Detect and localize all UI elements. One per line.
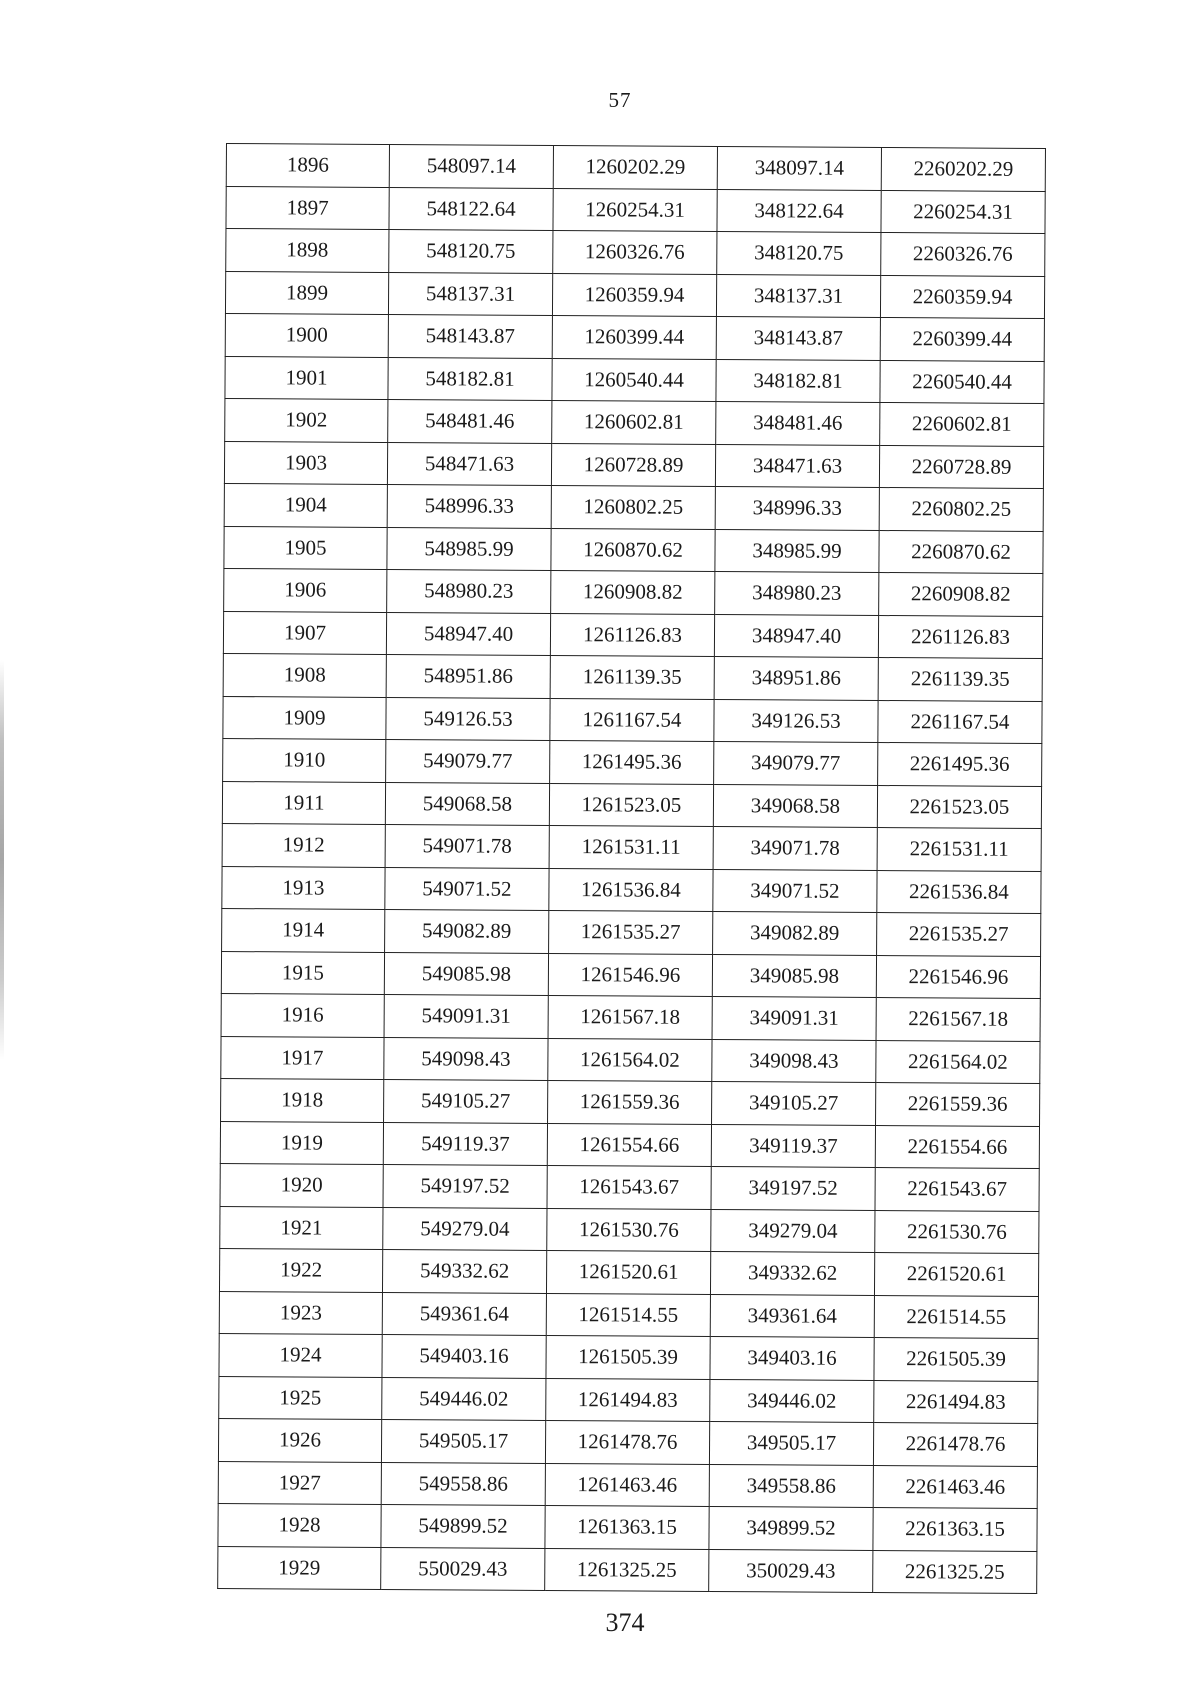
year-cell: 1906 <box>224 568 387 611</box>
value-cell-1: 550029.43 <box>381 1547 545 1591</box>
value-cell-1: 549126.53 <box>386 697 550 741</box>
value-cell-1: 549085.98 <box>384 952 548 996</box>
value-cell-3: 349361.64 <box>710 1294 874 1338</box>
year-cell: 1904 <box>224 483 387 526</box>
year-cell: 1910 <box>223 738 386 781</box>
table-row <box>221 1036 1040 1084</box>
value-cell-3: 350029.43 <box>709 1549 873 1593</box>
value-cell-1: 548481.46 <box>388 399 552 443</box>
table-row <box>218 1418 1037 1466</box>
value-cell-2: 1261567.18 <box>548 995 712 1039</box>
year-cell: 1899 <box>225 271 388 314</box>
table-row <box>224 568 1043 616</box>
table-row <box>223 653 1042 701</box>
value-cell-1: 548980.23 <box>387 569 551 613</box>
value-cell-3: 349558.86 <box>709 1464 873 1508</box>
year-cell: 1914 <box>222 908 385 951</box>
value-cell-2: 1261463.46 <box>545 1463 709 1507</box>
value-cell-2: 1261530.76 <box>547 1208 711 1252</box>
page-number-top: 57 <box>608 88 632 112</box>
value-cell-2: 1261546.96 <box>548 953 712 997</box>
table-row <box>225 313 1044 361</box>
table-row <box>220 1163 1039 1211</box>
value-cell-3: 349071.78 <box>713 826 877 870</box>
value-cell-1: 548143.87 <box>388 314 552 358</box>
value-cell-1: 548985.99 <box>387 527 551 571</box>
table-row <box>219 1376 1038 1424</box>
year-cell: 1922 <box>219 1248 382 1291</box>
page-number-bottom: 374 <box>605 1608 645 1637</box>
value-cell-1: 548120.75 <box>389 229 553 273</box>
table-row <box>219 1248 1038 1296</box>
value-cell-4: 2260908.82 <box>879 572 1043 616</box>
table-row <box>224 441 1043 489</box>
value-cell-1: 549105.27 <box>384 1079 548 1123</box>
value-cell-3: 349197.52 <box>711 1166 875 1210</box>
value-cell-3: 349119.37 <box>711 1124 875 1168</box>
value-cell-2: 1261514.55 <box>546 1293 710 1337</box>
value-cell-2: 1261167.54 <box>550 698 714 742</box>
value-cell-4: 2261564.02 <box>876 1040 1040 1084</box>
value-cell-2: 1260602.81 <box>552 400 716 444</box>
table-row <box>226 144 1045 192</box>
value-cell-1: 549091.31 <box>384 994 548 1038</box>
table-row <box>219 1333 1038 1381</box>
table-row <box>223 738 1042 786</box>
year-cell: 1901 <box>225 356 388 399</box>
value-cell-2: 1260399.44 <box>552 315 716 359</box>
value-cell-2: 1261535.27 <box>549 910 713 954</box>
value-cell-4: 2261325.25 <box>873 1550 1037 1594</box>
year-cell: 1913 <box>222 866 385 909</box>
year-cell: 1903 <box>224 441 387 484</box>
value-cell-2: 1261495.36 <box>550 740 714 784</box>
value-cell-4: 2261523.05 <box>877 785 1041 829</box>
table-row <box>225 356 1044 404</box>
value-cell-3: 348122.64 <box>717 189 881 233</box>
value-cell-4: 2261543.67 <box>875 1167 1039 1211</box>
year-cell: 1905 <box>224 526 387 569</box>
value-cell-4: 2261139.35 <box>878 657 1042 701</box>
table-row <box>222 781 1041 829</box>
value-cell-1: 548996.33 <box>387 484 551 528</box>
value-cell-4: 2261559.36 <box>876 1082 1040 1126</box>
value-cell-1: 548122.64 <box>389 187 553 231</box>
table-row <box>220 1121 1039 1169</box>
table-row <box>219 1291 1038 1339</box>
value-cell-4: 2260359.94 <box>880 275 1044 319</box>
year-cell: 1925 <box>219 1376 382 1419</box>
value-cell-3: 348143.87 <box>716 316 880 360</box>
value-cell-3: 348985.99 <box>715 529 879 573</box>
value-cell-2: 1260254.31 <box>553 188 717 232</box>
year-cell: 1896 <box>226 144 389 187</box>
year-cell: 1929 <box>218 1546 381 1589</box>
value-cell-1: 549098.43 <box>384 1037 548 1081</box>
value-cell-4: 2260870.62 <box>879 530 1043 574</box>
value-cell-4: 2261495.36 <box>878 742 1042 786</box>
year-cell: 1918 <box>221 1078 384 1121</box>
value-cell-2: 1261564.02 <box>548 1038 712 1082</box>
table-row <box>218 1503 1037 1551</box>
table-row <box>222 866 1041 914</box>
year-cell: 1900 <box>225 313 388 356</box>
table-row <box>221 951 1040 999</box>
value-cell-2: 1260870.62 <box>551 528 715 572</box>
value-cell-1: 549279.04 <box>383 1207 547 1251</box>
value-cell-1: 548182.81 <box>388 357 552 401</box>
value-cell-3: 348182.81 <box>716 359 880 403</box>
value-cell-3: 348097.14 <box>717 147 881 191</box>
value-cell-4: 2261554.66 <box>875 1125 1039 1169</box>
value-cell-3: 349505.17 <box>709 1421 873 1465</box>
value-cell-2: 1261531.11 <box>549 825 713 869</box>
value-cell-1: 549082.89 <box>385 909 549 953</box>
year-cell: 1924 <box>219 1333 382 1376</box>
value-cell-4: 2261463.46 <box>873 1465 1037 1509</box>
year-cell: 1917 <box>221 1036 384 1079</box>
value-cell-3: 349068.58 <box>713 784 877 828</box>
value-cell-4: 2261546.96 <box>876 955 1040 999</box>
year-cell: 1919 <box>220 1121 383 1164</box>
value-cell-2: 1261126.83 <box>550 613 714 657</box>
scan-edge-shadow <box>0 660 4 1060</box>
value-cell-1: 548951.86 <box>386 654 550 698</box>
value-cell-4: 2260254.31 <box>881 190 1045 234</box>
value-cell-4: 2260399.44 <box>880 318 1044 362</box>
value-cell-1: 548097.14 <box>389 144 553 188</box>
value-cell-3: 348481.46 <box>716 401 880 445</box>
year-cell: 1902 <box>225 398 388 441</box>
value-cell-3: 348947.40 <box>714 614 878 658</box>
year-cell: 1897 <box>226 186 389 229</box>
value-cell-2: 1261559.36 <box>548 1080 712 1124</box>
value-cell-2: 1261543.67 <box>547 1165 711 1209</box>
value-cell-2: 1260802.25 <box>551 485 715 529</box>
value-cell-1: 549079.77 <box>386 739 550 783</box>
table-row <box>218 1461 1037 1509</box>
value-cell-2: 1260359.94 <box>552 273 716 317</box>
year-cell: 1907 <box>223 611 386 654</box>
value-cell-2: 1260202.29 <box>553 146 717 190</box>
table-row <box>224 526 1043 574</box>
value-cell-3: 349091.31 <box>712 996 876 1040</box>
value-cell-4: 2261536.84 <box>877 870 1041 914</box>
value-cell-3: 348137.31 <box>716 274 880 318</box>
table-row <box>222 823 1041 871</box>
table-row <box>220 1206 1039 1254</box>
table-row <box>224 483 1043 531</box>
value-cell-4: 2261363.15 <box>873 1507 1037 1551</box>
value-cell-4: 2261514.55 <box>874 1295 1038 1339</box>
value-cell-3: 349126.53 <box>714 699 878 743</box>
table-row <box>218 1546 1037 1594</box>
value-cell-4: 2261494.83 <box>874 1380 1038 1424</box>
value-cell-1: 549119.37 <box>383 1122 547 1166</box>
value-cell-2: 1260540.44 <box>552 358 716 402</box>
value-cell-3: 349403.16 <box>710 1336 874 1380</box>
value-cell-1: 548471.63 <box>387 442 551 486</box>
data-table <box>217 143 1046 1594</box>
value-cell-3: 349899.52 <box>709 1506 873 1550</box>
value-cell-4: 2260540.44 <box>880 360 1044 404</box>
year-cell: 1927 <box>218 1461 381 1504</box>
year-cell: 1912 <box>222 823 385 866</box>
value-cell-2: 1261363.15 <box>545 1505 709 1549</box>
table-row <box>226 229 1045 277</box>
value-cell-4: 2260602.81 <box>880 402 1044 446</box>
year-cell: 1916 <box>221 993 384 1036</box>
value-cell-2: 1261139.35 <box>550 655 714 699</box>
value-cell-1: 549403.16 <box>382 1334 546 1378</box>
value-cell-4: 2260728.89 <box>879 445 1043 489</box>
table-row <box>225 398 1044 446</box>
value-cell-4: 2261530.76 <box>875 1210 1039 1254</box>
value-cell-2: 1260326.76 <box>553 230 717 274</box>
value-cell-3: 348951.86 <box>714 656 878 700</box>
year-cell: 1926 <box>218 1418 381 1461</box>
value-cell-2: 1261478.76 <box>545 1420 709 1464</box>
value-cell-4: 2261567.18 <box>876 997 1040 1041</box>
year-cell: 1920 <box>220 1163 383 1206</box>
value-cell-4: 2261505.39 <box>874 1337 1038 1381</box>
value-cell-4: 2261531.11 <box>877 827 1041 871</box>
value-cell-3: 348996.33 <box>715 486 879 530</box>
data-table-body <box>218 144 1046 1594</box>
value-cell-3: 348980.23 <box>715 571 879 615</box>
value-cell-4: 2261126.83 <box>878 615 1042 659</box>
value-cell-1: 549505.17 <box>381 1419 545 1463</box>
value-cell-2: 1260728.89 <box>551 443 715 487</box>
year-cell: 1911 <box>222 781 385 824</box>
year-cell: 1898 <box>226 229 389 272</box>
table-row <box>221 993 1040 1041</box>
value-cell-1: 549332.62 <box>382 1249 546 1293</box>
value-cell-2: 1261523.05 <box>549 783 713 827</box>
value-cell-2: 1261505.39 <box>546 1335 710 1379</box>
value-cell-1: 549197.52 <box>383 1164 547 1208</box>
value-cell-1: 548137.31 <box>388 272 552 316</box>
year-cell: 1923 <box>219 1291 382 1334</box>
value-cell-1: 549446.02 <box>382 1377 546 1421</box>
data-table-container <box>217 143 1042 1594</box>
value-cell-1: 549068.58 <box>385 782 549 826</box>
value-cell-3: 349082.89 <box>713 911 877 955</box>
value-cell-1: 548947.40 <box>386 612 550 656</box>
table-row <box>223 611 1042 659</box>
value-cell-4: 2261520.61 <box>874 1252 1038 1296</box>
year-cell: 1908 <box>223 653 386 696</box>
value-cell-1: 549071.78 <box>385 824 549 868</box>
year-cell: 1915 <box>221 951 384 994</box>
value-cell-3: 349446.02 <box>710 1379 874 1423</box>
table-row <box>223 696 1042 744</box>
year-cell: 1928 <box>218 1503 381 1546</box>
table-row <box>226 186 1045 234</box>
value-cell-3: 349332.62 <box>710 1251 874 1295</box>
value-cell-1: 549899.52 <box>381 1504 545 1548</box>
value-cell-4: 2261167.54 <box>878 700 1042 744</box>
value-cell-1: 549361.64 <box>382 1292 546 1336</box>
value-cell-3: 349085.98 <box>712 954 876 998</box>
table-row <box>221 1078 1040 1126</box>
value-cell-1: 549558.86 <box>381 1462 545 1506</box>
value-cell-4: 2261535.27 <box>877 912 1041 956</box>
value-cell-4: 2260802.25 <box>879 487 1043 531</box>
value-cell-2: 1261494.83 <box>546 1378 710 1422</box>
value-cell-2: 1261325.25 <box>545 1548 709 1592</box>
value-cell-4: 2260326.76 <box>881 233 1045 277</box>
value-cell-4: 2260202.29 <box>881 148 1045 192</box>
value-cell-3: 349105.27 <box>712 1081 876 1125</box>
year-cell: 1921 <box>220 1206 383 1249</box>
value-cell-2: 1261554.66 <box>547 1123 711 1167</box>
value-cell-3: 349279.04 <box>711 1209 875 1253</box>
year-cell: 1909 <box>223 696 386 739</box>
value-cell-4: 2261478.76 <box>873 1422 1037 1466</box>
value-cell-1: 549071.52 <box>385 867 549 911</box>
table-row <box>222 908 1041 956</box>
value-cell-3: 348471.63 <box>715 444 879 488</box>
value-cell-3: 349079.77 <box>714 741 878 785</box>
value-cell-3: 349071.52 <box>713 869 877 913</box>
value-cell-3: 349098.43 <box>712 1039 876 1083</box>
value-cell-2: 1261536.84 <box>549 868 713 912</box>
value-cell-2: 1261520.61 <box>546 1250 710 1294</box>
value-cell-3: 348120.75 <box>717 232 881 276</box>
table-row <box>225 271 1044 319</box>
value-cell-2: 1260908.82 <box>551 570 715 614</box>
